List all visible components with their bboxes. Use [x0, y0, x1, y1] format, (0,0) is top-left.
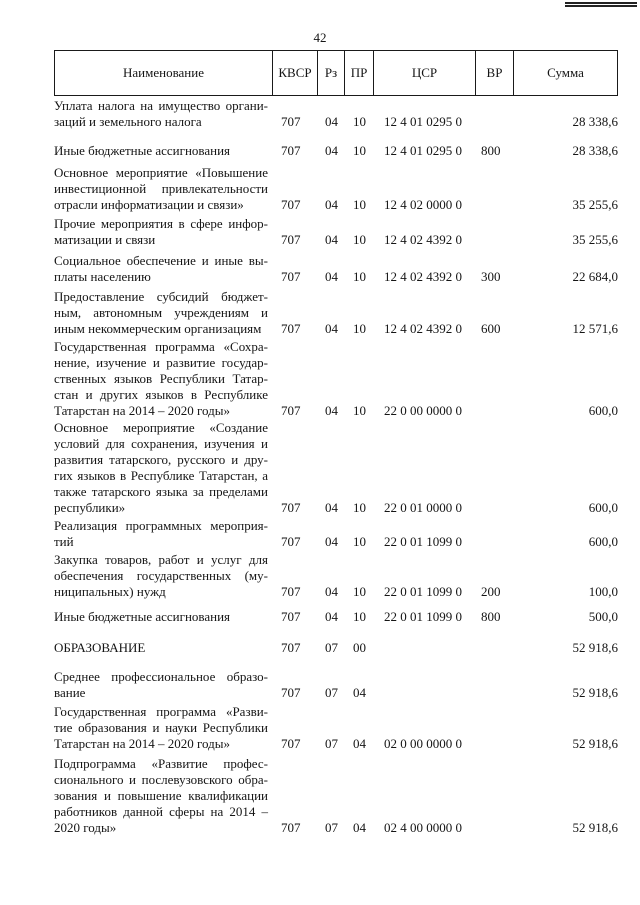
- cell-pr: 10: [353, 500, 366, 515]
- cell-sum: 600,0: [588, 534, 618, 549]
- cell-rz: 04: [325, 143, 338, 158]
- cell-rz: 07: [325, 736, 338, 751]
- row-name-line: нение, изучение и развитие государ-: [54, 355, 268, 370]
- table-header: [54, 50, 618, 96]
- header-kvsr: КВСР: [273, 51, 318, 95]
- row-name-line: матизации и связи: [54, 232, 156, 247]
- row-name-line: ственных языков Республики Татар-: [54, 371, 268, 386]
- cell-kvsr: 707: [281, 820, 301, 835]
- cell-kvsr: 707: [281, 685, 301, 700]
- cell-pr: 10: [353, 321, 366, 336]
- cell-csr: 22 0 00 0000 0: [384, 403, 462, 418]
- cell-sum: 35 255,6: [572, 197, 618, 212]
- cell-kvsr: 707: [281, 232, 301, 247]
- cell-pr: 00: [353, 640, 366, 655]
- row-name-line: ОБРАЗОВАНИЕ: [54, 640, 146, 655]
- row-name: [54, 669, 268, 701]
- table-row: [54, 165, 618, 213]
- row-name: [54, 143, 268, 159]
- row-name: [54, 704, 268, 752]
- row-name-line: тие образования и науки Республики: [54, 720, 268, 735]
- table-row: [54, 518, 618, 550]
- cell-sum: 600,0: [588, 500, 618, 515]
- row-name-line: работников данной сферы на 2014 –: [54, 804, 268, 819]
- cell-vr: 800: [481, 609, 501, 624]
- cell-pr: 10: [353, 403, 366, 418]
- cell-sum: 52 918,6: [572, 736, 618, 751]
- row-name-line: Государственная программа «Сохра-: [54, 339, 268, 354]
- row-name-line: Государственная программа «Разви-: [54, 704, 268, 719]
- header-csr: ЦСР: [374, 51, 476, 95]
- cell-csr: 12 4 01 0295 0: [384, 143, 462, 158]
- cell-pr: 10: [353, 143, 366, 158]
- row-name-line: Предоставление субсидий бюджет-: [54, 289, 268, 304]
- row-name-line: Основное мероприятие «Повышение: [54, 165, 268, 180]
- cell-pr: 04: [353, 736, 366, 751]
- row-name: [54, 756, 268, 836]
- row-name: [54, 253, 268, 285]
- cell-pr: 10: [353, 584, 366, 599]
- cell-kvsr: 707: [281, 736, 301, 751]
- row-name-line: ным, автономным учреждениям и: [54, 305, 268, 320]
- cell-rz: 04: [325, 114, 338, 129]
- cell-vr: 300: [481, 269, 501, 284]
- cell-sum: 12 571,6: [572, 321, 618, 336]
- row-name-line: Татарстан на 2014 – 2020 годы»: [54, 403, 230, 418]
- cell-csr: 12 4 02 0000 0: [384, 197, 462, 212]
- cell-csr: 22 0 01 1099 0: [384, 609, 462, 624]
- cell-rz: 07: [325, 640, 338, 655]
- row-name: [54, 609, 268, 625]
- table-row: [54, 289, 618, 337]
- row-name-line: Подпрограмма «Развитие профес-: [54, 756, 268, 771]
- row-name: [54, 518, 268, 550]
- header-name: Наименование: [55, 51, 273, 95]
- row-name-line: Иные бюджетные ассигнования: [54, 609, 231, 624]
- cell-kvsr: 707: [281, 143, 301, 158]
- table-row: [54, 640, 618, 656]
- cell-vr: 800: [481, 143, 501, 158]
- cell-rz: 04: [325, 500, 338, 515]
- row-name-line: Закупка товаров, работ и услуг для: [54, 552, 268, 567]
- row-name: [54, 216, 268, 248]
- cell-csr: 22 0 01 0000 0: [384, 500, 462, 515]
- table-row: [54, 552, 618, 600]
- cell-vr: 600: [481, 321, 501, 336]
- cell-sum: 52 918,6: [572, 640, 618, 655]
- cell-vr: 200: [481, 584, 501, 599]
- row-name-line: 2020 годы»: [54, 820, 117, 835]
- cell-rz: 04: [325, 232, 338, 247]
- row-name-line: сионального и послевузовского обра-: [54, 772, 268, 787]
- row-name-line: Социальное обеспечение и иные вы-: [54, 253, 268, 268]
- table-row: [54, 609, 618, 625]
- row-name-line: развития татарского, русского и дру-: [54, 452, 268, 467]
- row-name-line: тий: [54, 534, 74, 549]
- cell-kvsr: 707: [281, 321, 301, 336]
- row-name-line: условий для сохранения, изучения и: [54, 436, 268, 451]
- row-name-line: платы населению: [54, 269, 151, 284]
- cell-rz: 04: [325, 609, 338, 624]
- cell-rz: 04: [325, 321, 338, 336]
- table-row: [54, 669, 618, 701]
- row-name-line: гих языков в Республике Татарстан, а: [54, 468, 268, 483]
- cell-sum: 52 918,6: [572, 820, 618, 835]
- page-number: 42: [313, 30, 327, 45]
- cell-kvsr: 707: [281, 114, 301, 129]
- table-row: [54, 704, 618, 752]
- row-name-line: вание: [54, 685, 86, 700]
- cell-sum: 500,0: [588, 609, 618, 624]
- table-row: [54, 756, 618, 836]
- row-name-line: отрасли информатизации и связи»: [54, 197, 244, 212]
- table-row: [54, 98, 618, 130]
- cell-pr: 10: [353, 269, 366, 284]
- row-name-line: также татарского языка за пределами: [54, 484, 268, 499]
- cell-sum: 28 338,6: [572, 114, 618, 129]
- cell-rz: 04: [325, 584, 338, 599]
- row-name-line: Уплата налога на имущество органи-: [54, 98, 268, 113]
- row-name-line: обеспечения государственных (му-: [54, 568, 268, 583]
- cell-kvsr: 707: [281, 584, 301, 599]
- cell-rz: 04: [325, 197, 338, 212]
- row-name: [54, 98, 268, 130]
- cell-pr: 10: [353, 609, 366, 624]
- row-name: [54, 289, 268, 337]
- table-row: [54, 143, 618, 159]
- cell-sum: 100,0: [588, 584, 618, 599]
- cell-pr: 10: [353, 197, 366, 212]
- cell-sum: 600,0: [588, 403, 618, 418]
- cell-sum: 35 255,6: [572, 232, 618, 247]
- header-rz: Рз: [318, 51, 345, 95]
- cell-csr: 12 4 02 4392 0: [384, 232, 462, 247]
- row-name: [54, 165, 268, 213]
- header-vr: ВР: [476, 51, 514, 95]
- cell-kvsr: 707: [281, 500, 301, 515]
- table-row: [54, 339, 618, 419]
- cell-rz: 04: [325, 269, 338, 284]
- row-name-line: стан и других языков в Республике: [54, 387, 268, 402]
- cell-csr: 12 4 01 0295 0: [384, 114, 462, 129]
- row-name: [54, 552, 268, 600]
- row-name-line: республики»: [54, 500, 126, 515]
- header-sum: Сумма: [547, 65, 584, 80]
- scan-corner-mark: [565, 2, 637, 10]
- cell-csr: 22 0 01 1099 0: [384, 534, 462, 549]
- row-name-line: Прочие мероприятия в сфере инфор-: [54, 216, 268, 231]
- header-pr: ПР: [345, 51, 374, 95]
- cell-pr: 10: [353, 232, 366, 247]
- row-name-line: Иные бюджетные ассигнования: [54, 143, 231, 158]
- cell-kvsr: 707: [281, 197, 301, 212]
- row-name-line: Основное мероприятие «Создание: [54, 420, 268, 435]
- row-name-line: зования и повышение квалификации: [54, 788, 268, 803]
- cell-rz: 07: [325, 685, 338, 700]
- cell-kvsr: 707: [281, 640, 301, 655]
- row-name-line: заций и земельного налога: [54, 114, 202, 129]
- cell-pr: 04: [353, 820, 366, 835]
- cell-csr: 02 4 00 0000 0: [384, 820, 462, 835]
- row-name-line: ниципальных) нужд: [54, 584, 166, 599]
- cell-pr: 04: [353, 685, 366, 700]
- table-row: [54, 420, 618, 516]
- cell-kvsr: 707: [281, 269, 301, 284]
- cell-csr: 22 0 01 1099 0: [384, 584, 462, 599]
- row-name-line: Реализация программных мероприя-: [54, 518, 268, 533]
- cell-kvsr: 707: [281, 534, 301, 549]
- cell-csr: 12 4 02 4392 0: [384, 269, 462, 284]
- row-name-line: Среднее профессиональное образо-: [54, 669, 268, 684]
- row-name-line: инвестиционной привлекательности: [54, 181, 268, 196]
- table-row: [54, 216, 618, 248]
- row-name-line: иным некоммерческим организациям: [54, 321, 262, 336]
- cell-rz: 04: [325, 534, 338, 549]
- row-name-line: Татарстан на 2014 – 2020 годы»: [54, 736, 230, 751]
- table-row: [54, 253, 618, 285]
- row-name: [54, 420, 268, 516]
- cell-pr: 10: [353, 534, 366, 549]
- cell-csr: 02 0 00 0000 0: [384, 736, 462, 751]
- cell-rz: 07: [325, 820, 338, 835]
- cell-sum: 22 684,0: [572, 269, 618, 284]
- row-name: [54, 640, 268, 656]
- cell-csr: 12 4 02 4392 0: [384, 321, 462, 336]
- cell-pr: 10: [353, 114, 366, 129]
- row-name: [54, 339, 268, 419]
- cell-rz: 04: [325, 403, 338, 418]
- cell-sum: 52 918,6: [572, 685, 618, 700]
- cell-kvsr: 707: [281, 403, 301, 418]
- cell-kvsr: 707: [281, 609, 301, 624]
- cell-sum: 28 338,6: [572, 143, 618, 158]
